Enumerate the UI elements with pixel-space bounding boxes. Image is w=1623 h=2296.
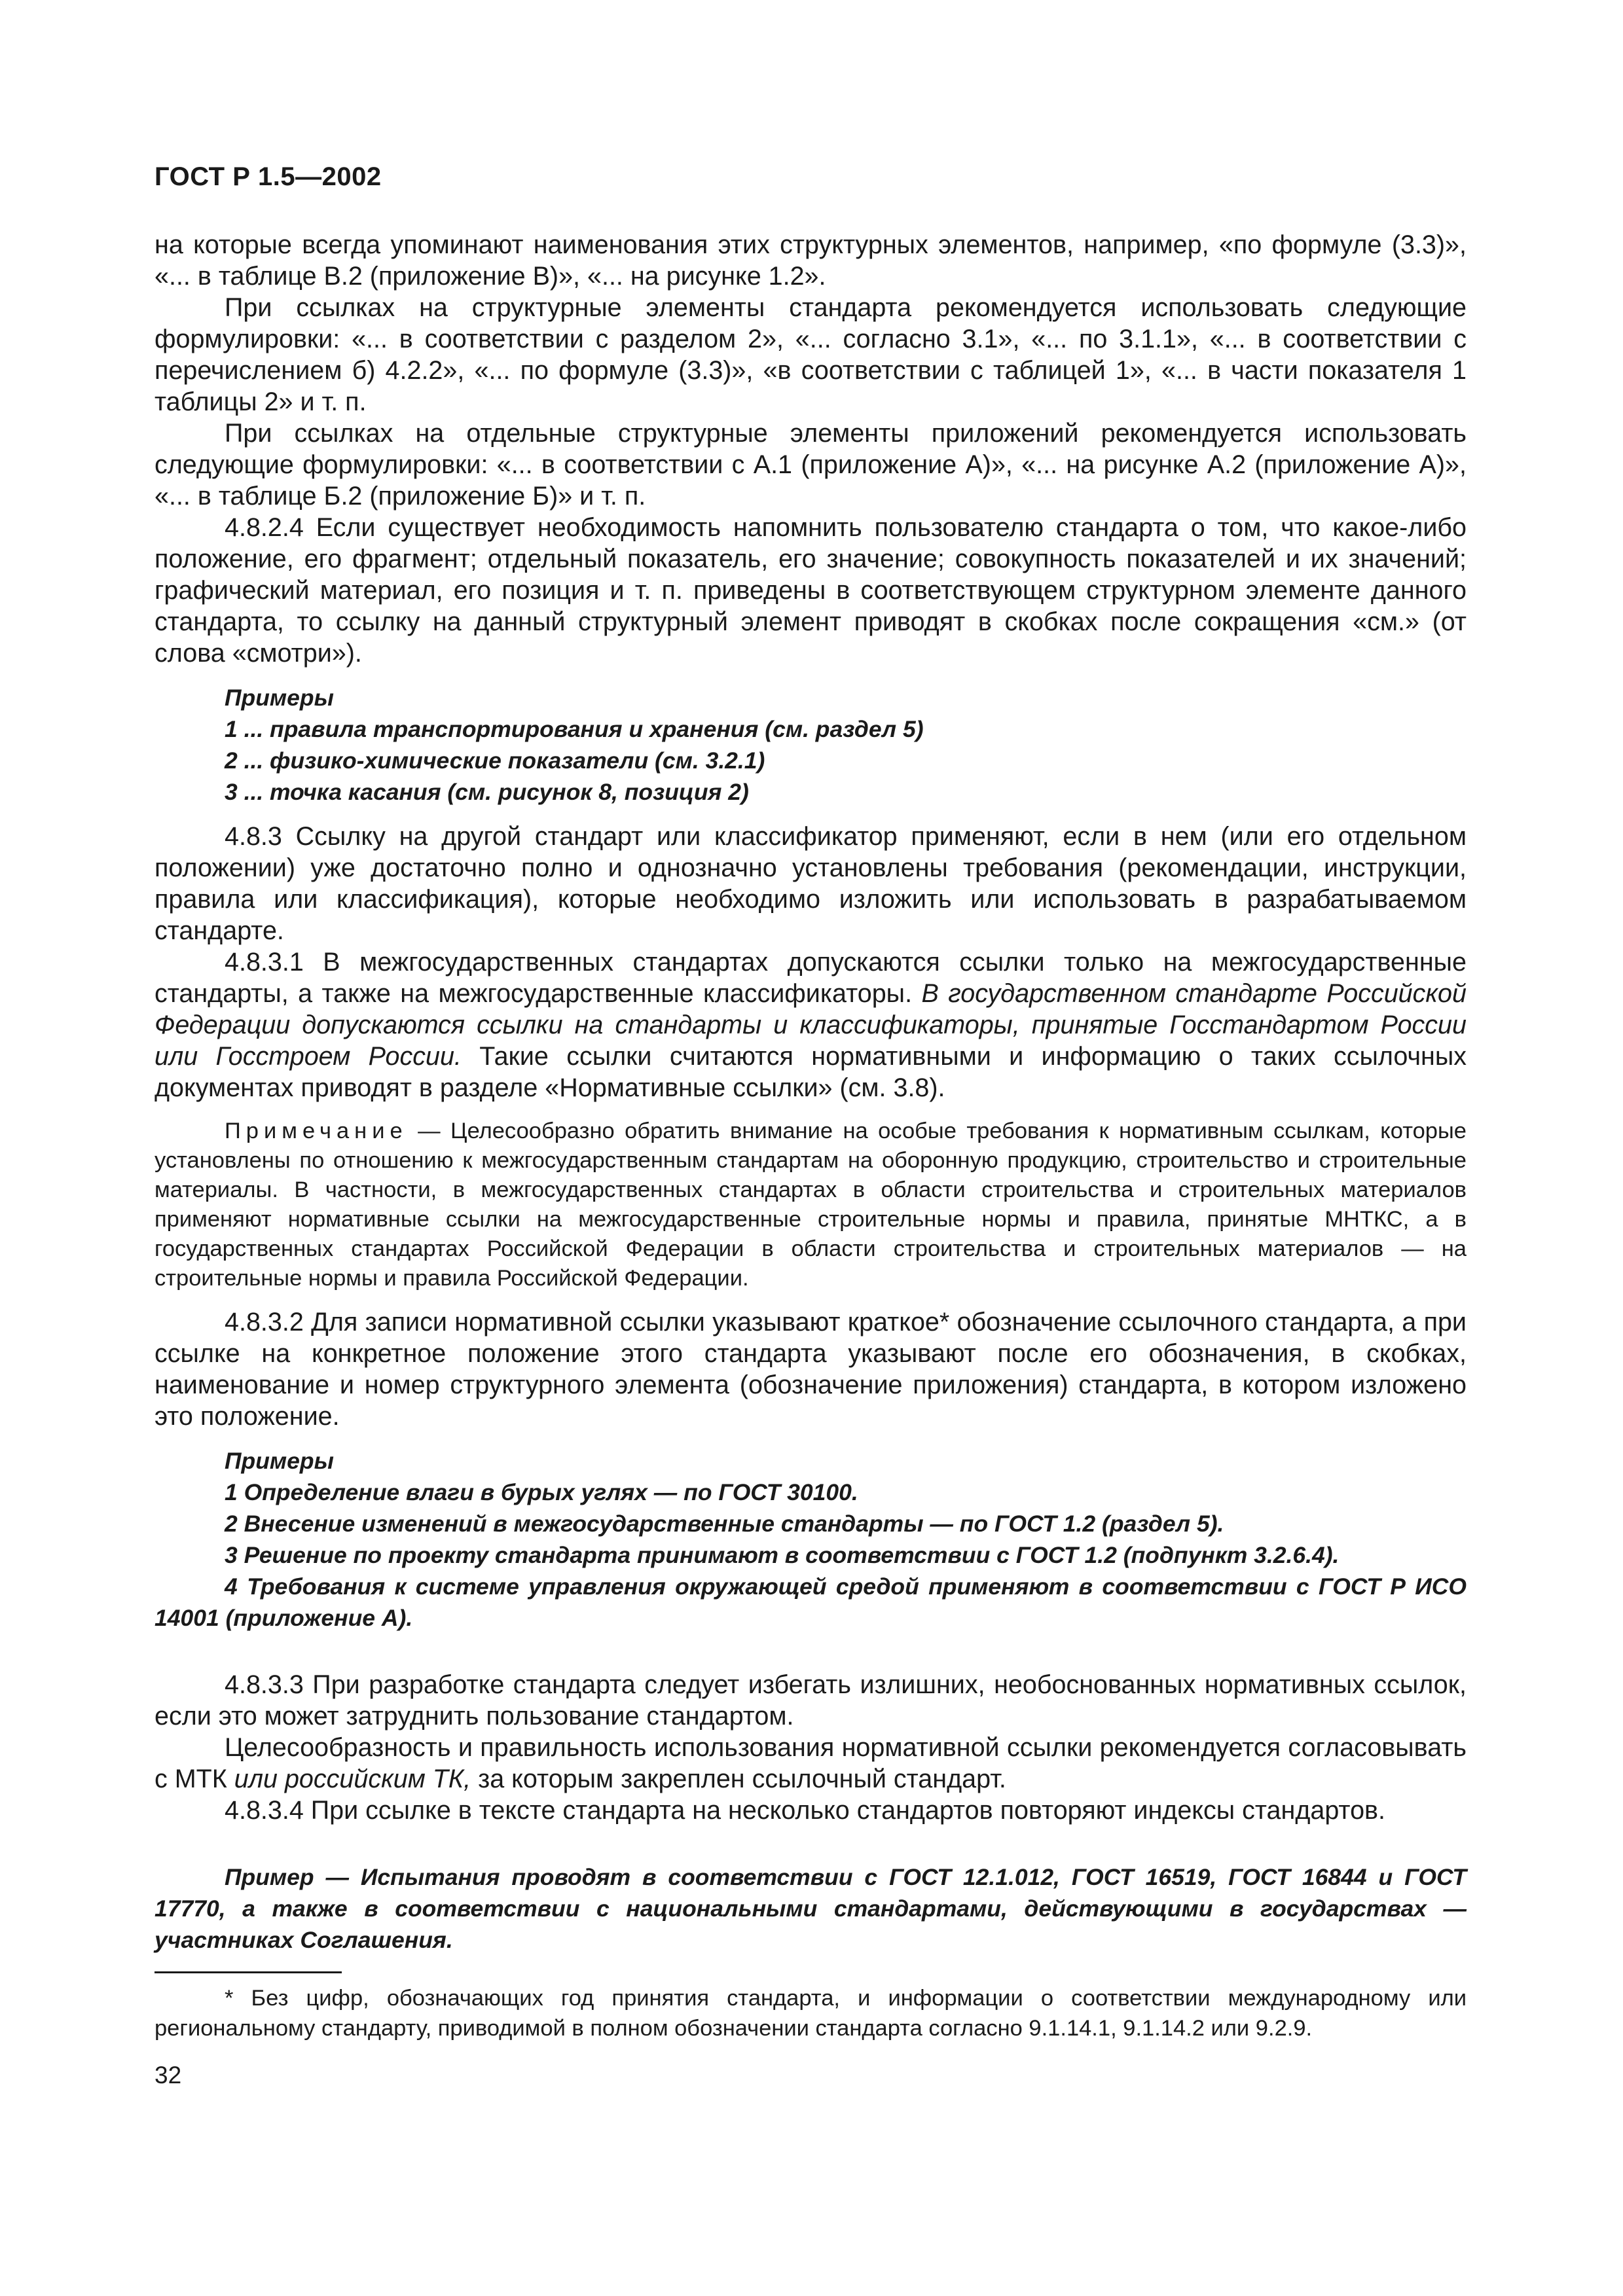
- example-item: 3 Решение по проекту стандарта принимают в соответствии с ГОСТ 1.2 (подпункт 3.2.6.4).: [225, 1542, 1340, 1568]
- paragraph-italic-part: или российским ТК,: [234, 1765, 471, 1793]
- paragraph-part: Целесообразность и правильность использования нормативной ссылки рекомендуется согласовывать с МТК: [155, 1733, 1467, 1793]
- paragraph: [155, 1732, 1467, 1795]
- paragraph-part: 4.8.3.1 В межгосударственных стандартах допускаются ссылки только на межгосударственные стандарты, а также на межгосударственные классификаторы.: [155, 948, 1467, 1008]
- example-item: 1 ... правила транспортирования и хранения (см. раздел 5): [225, 716, 924, 742]
- example-item: 2 Внесение изменений в межгосударственные стандарты — по ГОСТ 1.2 (раздел 5).: [225, 1511, 1224, 1537]
- paragraph-part: за которым закреплен ссылочный стандарт.: [478, 1765, 1006, 1793]
- example-item: 2 ... физико-химические показатели (см. 3.2.1): [225, 747, 765, 774]
- paragraph: При ссылках на структурные элементы стандарта рекомендуется использовать следующие формулировки: «... в соответствии с разделом 2», «... согласно 3.1», «... по 3.1.1», «... в соответствии с перечислением б) 4.2.2», «... по формуле (3.3)», «в соответствии с таблицей 1», «... в части показателя 1 таблицы 2» и т. п.: [155, 293, 1467, 416]
- example-item: 1 Определение влаги в бурых углях — по ГОСТ 30100.: [225, 1479, 858, 1505]
- example-item: 3 ... точка касания (см. рисунок 8, позиция 2): [225, 779, 749, 805]
- paragraph-4-8-3: 4.8.3 Ссылку на другой стандарт или классификатор применяют, если в нем (или его отдельном положении) уже достаточно полно и однозначно установлены требования (рекомендации, инструкции, правила или классификация), которые необходимо изложить или использовать в разрабатываемом стандарте.: [155, 822, 1467, 945]
- paragraph-4-8-3-2: 4.8.3.2 Для записи нормативной ссылки указывают краткое* обозначение ссылочного стандарта, а при ссылке на конкретное положение этого стандарта указывают после его обозначения, в скобках, наименование и номер структурного элемента (обозначение приложения) стандарта, в котором изложено это положение.: [155, 1308, 1467, 1431]
- body-text: [155, 229, 1467, 1956]
- note-text: — Целесообразно обратить внимание на особые требования к нормативным ссылкам, которые установлены по отношению к межгосударственным стандартам на оборонную продукцию, строительство и строительные материалы. В частности, в межгосударственных стандартах в области строительства и строительных материалов применяют нормативные ссылки на межгосударственные строительные нормы и правила, принятые МНТКС, а в государственных стандартах Российской Федерации в области строительства и строительных материалов — на строительные нормы и правила Российской Федерации.: [155, 1119, 1467, 1291]
- paragraph-part: Такие ссылки считаются нормативными и информацию о таких ссылочных документах приводят в разделе «Нормативные ссылки» (см. 3.8).: [155, 1042, 1467, 1102]
- footnote: * Без цифр, обозначающих год принятия стандарта, и информации о соответствии международному или региональному стандарту, приводимой в полном обозначении стандарта согласно 9.1.14.1, 9.1.14.2 или 9.2.9.: [155, 1986, 1467, 2041]
- page-header: ГОСТ Р 1.5—2002: [155, 162, 382, 191]
- paragraph-4-8-3-1: [155, 946, 1467, 1103]
- footnote-divider: [155, 1971, 342, 1973]
- note-label: Примечание: [225, 1119, 408, 1143]
- paragraph: на которые всегда упоминают наименования этих структурных элементов, например, «по формуле (3.3)», «... в таблице В.2 (приложение В)», «... на рисунке 1.2».: [155, 230, 1467, 291]
- page-number: 32: [155, 2062, 182, 2089]
- example-item: 4 Требования к системе управления окружающей средой применяют в соответствии с ГОСТ Р ИСО 14001 (приложение А).: [155, 1573, 1467, 1631]
- paragraph-4-8-2-4: 4.8.2.4 Если существует необходимость напомнить пользователю стандарта о том, что какое-либо положение, его фрагмент; отдельный показатель, его значение; совокупность показателей и их значений; графический материал, его позиция и т. п. приведены в соответствующем структурном элементе данного стандарта, то ссылку на данный структурный элемент приводят в скобках после сокращения «см.» (от слова «смотри»).: [155, 513, 1467, 668]
- paragraph-4-8-3-3: 4.8.3.3 При разработке стандарта следует избегать излишних, необоснованных нормативных ссылок, если это может затруднить пользование стандартом.: [155, 1670, 1467, 1731]
- paragraph-italic-part: В государственном стандарте Российской Федерации допускаются ссылки на стандарты и классификаторы, принятые Госстандартом России или Госстроем России.: [155, 979, 1467, 1071]
- paragraph-4-8-3-4: 4.8.3.4 При ссылке в тексте стандарта на несколько стандартов повторяют индексы стандартов.: [225, 1796, 1386, 1825]
- example-block: Пример — Испытания проводят в соответствии с ГОСТ 12.1.012, ГОСТ 16519, ГОСТ 16844 и ГОСТ 17770, а также в соответствии с национальными стандартами, действующими в государствах — участниках Соглашения.: [155, 1864, 1467, 1953]
- examples-title: Примеры: [225, 1448, 334, 1474]
- paragraph: При ссылках на отдельные структурные элементы приложений рекомендуется использовать следующие формулировки: «... в соответствии с А.1 (приложение А)», «... на рисунке А.2 (приложение А)», «... в таблице Б.2 (приложение Б)» и т. п.: [155, 419, 1467, 511]
- note: [155, 1117, 1467, 1293]
- examples-title: Примеры: [225, 685, 334, 711]
